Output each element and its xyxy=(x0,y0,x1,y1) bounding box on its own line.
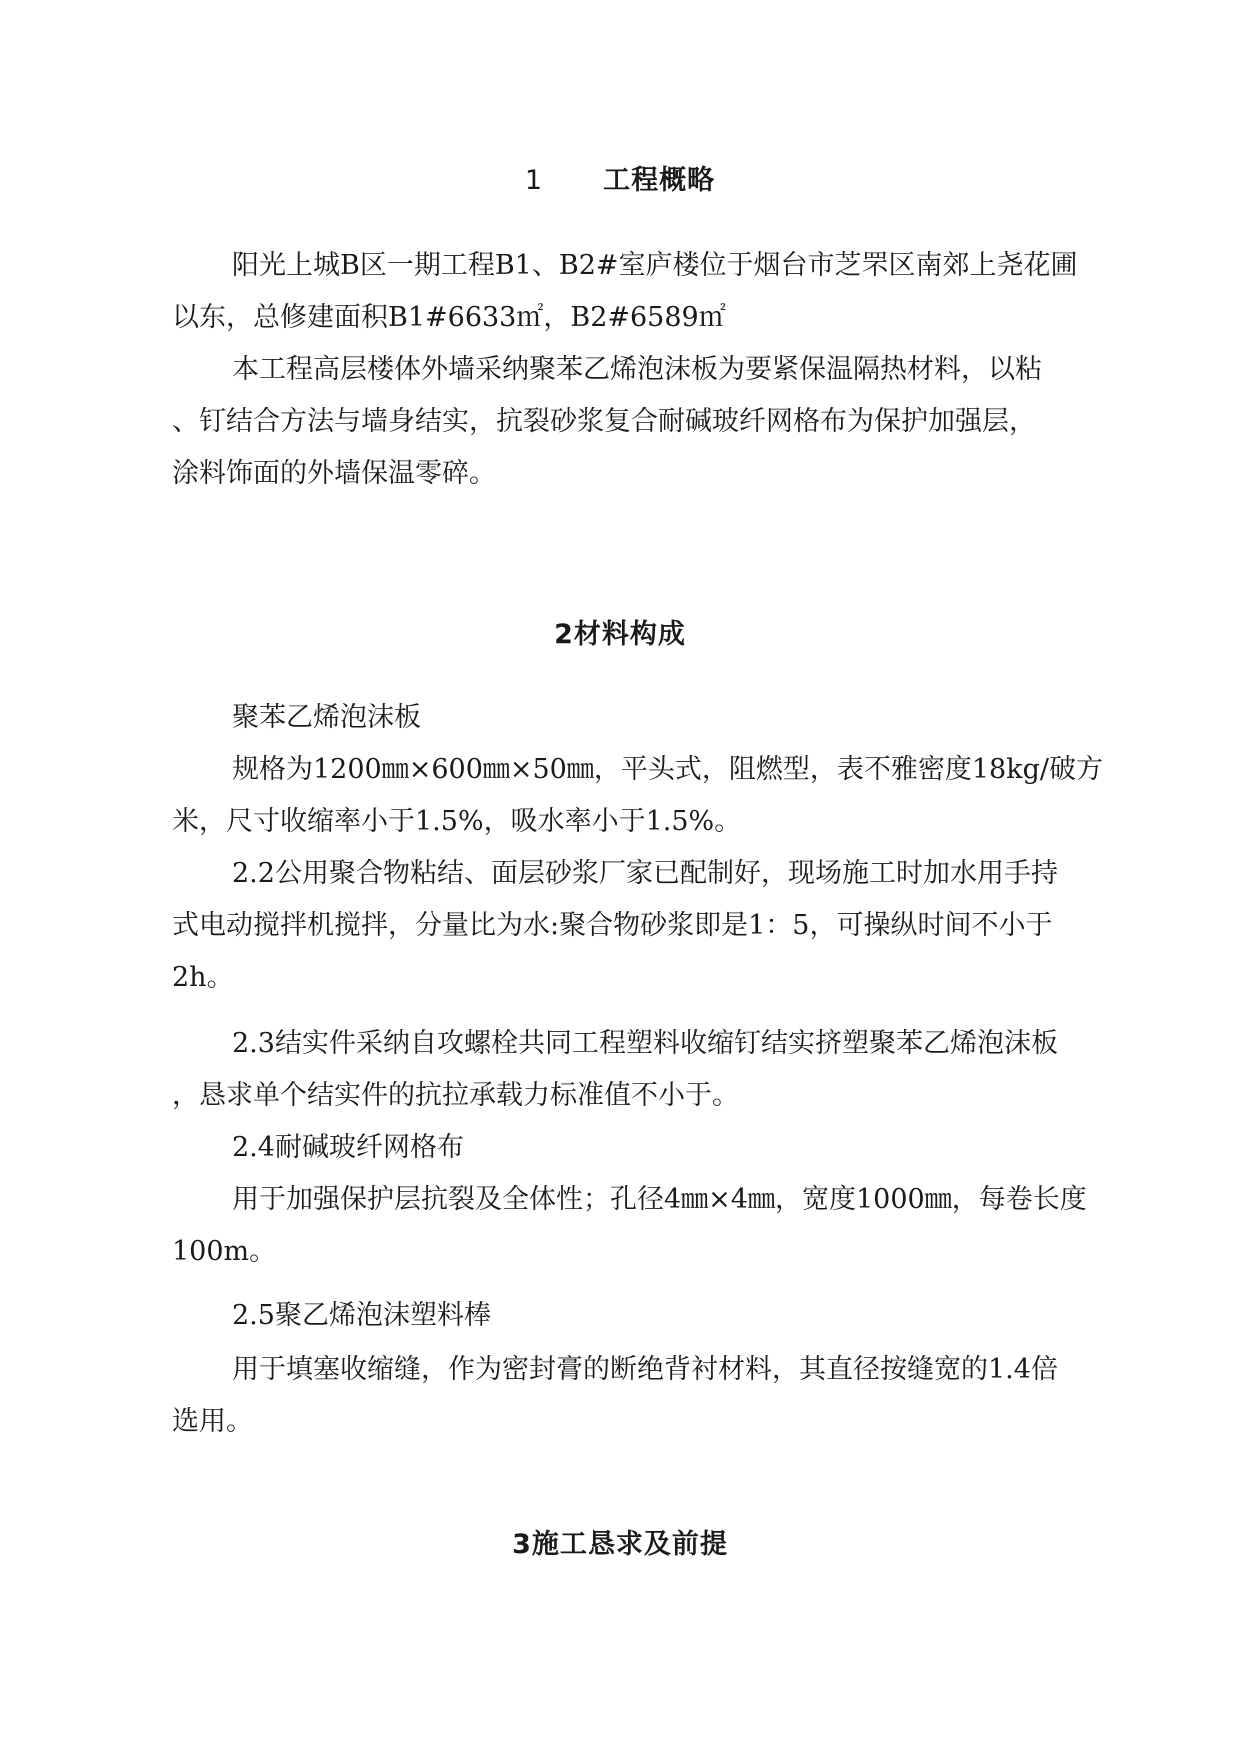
paragraph-line: 2h。 xyxy=(172,962,234,993)
paragraph-line: ，恳求单个结实件的抗拉承载力标准值不小于。 xyxy=(172,1080,739,1111)
paragraph-line: 本工程高层楼体外墙采纳聚苯乙烯泡沫板为要紧保温隔热材料，以粘 xyxy=(232,354,1042,385)
paragraph-line: 规格为1200㎜×600㎜×50㎜，平头式，阻燃型，表不雅密度18kg/破方 xyxy=(232,754,1103,785)
paragraph-line: 2.4耐碱玻纤网格布 xyxy=(232,1132,464,1163)
section-2-heading: 2材料构成 xyxy=(554,619,686,650)
paragraph-line: 式电动搅拌机搅拌，分量比为水:聚合物砂浆即是1：5，可操纵时间不小于 xyxy=(172,910,1053,941)
paragraph-line: 米，尺寸收缩率小于1.5%，吸水率小于1.5%。 xyxy=(172,806,742,837)
section-1-title: 工程概略 xyxy=(603,165,716,196)
paragraph-line: 涂料饰面的外墙保温零碎。 xyxy=(172,458,496,489)
paragraph-line: 用于加强保护层抗裂及全体性；孔径4㎜×4㎜，宽度1000㎜，每卷长度 xyxy=(232,1184,1087,1215)
section-1-number: 1 xyxy=(524,165,544,196)
paragraph-line: 2.2公用聚合物粘结、面层砂浆厂家已配制好，现场施工时加水用手持 xyxy=(232,858,1058,889)
paragraph-line: 2.5聚乙烯泡沫塑料棒 xyxy=(232,1300,491,1331)
paragraph-line: 2.3结实件采纳自攻螺栓共同工程塑料收缩钉结实挤塑聚苯乙烯泡沫板 xyxy=(232,1028,1058,1059)
paragraph-line: 以东，总修建面积B1#6633㎡，B2#6589㎡ xyxy=(172,302,726,333)
paragraph-line: 用于填塞收缩缝，作为密封膏的断绝背衬材料，其直径按缝宽的1.4倍 xyxy=(232,1354,1058,1385)
paragraph-line: 100m。 xyxy=(172,1236,277,1267)
paragraph-line: 、钉结合方法与墙身结实，抗裂砂浆复合耐碱玻纤网格布为保护加强层， xyxy=(172,406,1036,437)
paragraph-line: 聚苯乙烯泡沫板 xyxy=(232,702,421,733)
paragraph-line: 阳光上城B区一期工程B1、B2#室庐楼位于烟台市芝罘区南郊上尧花圃 xyxy=(232,250,1078,281)
paragraph-line: 选用。 xyxy=(172,1406,253,1437)
section-3-heading: 3施工恳求及前提 xyxy=(512,1529,728,1560)
section-1-heading xyxy=(0,158,1240,197)
